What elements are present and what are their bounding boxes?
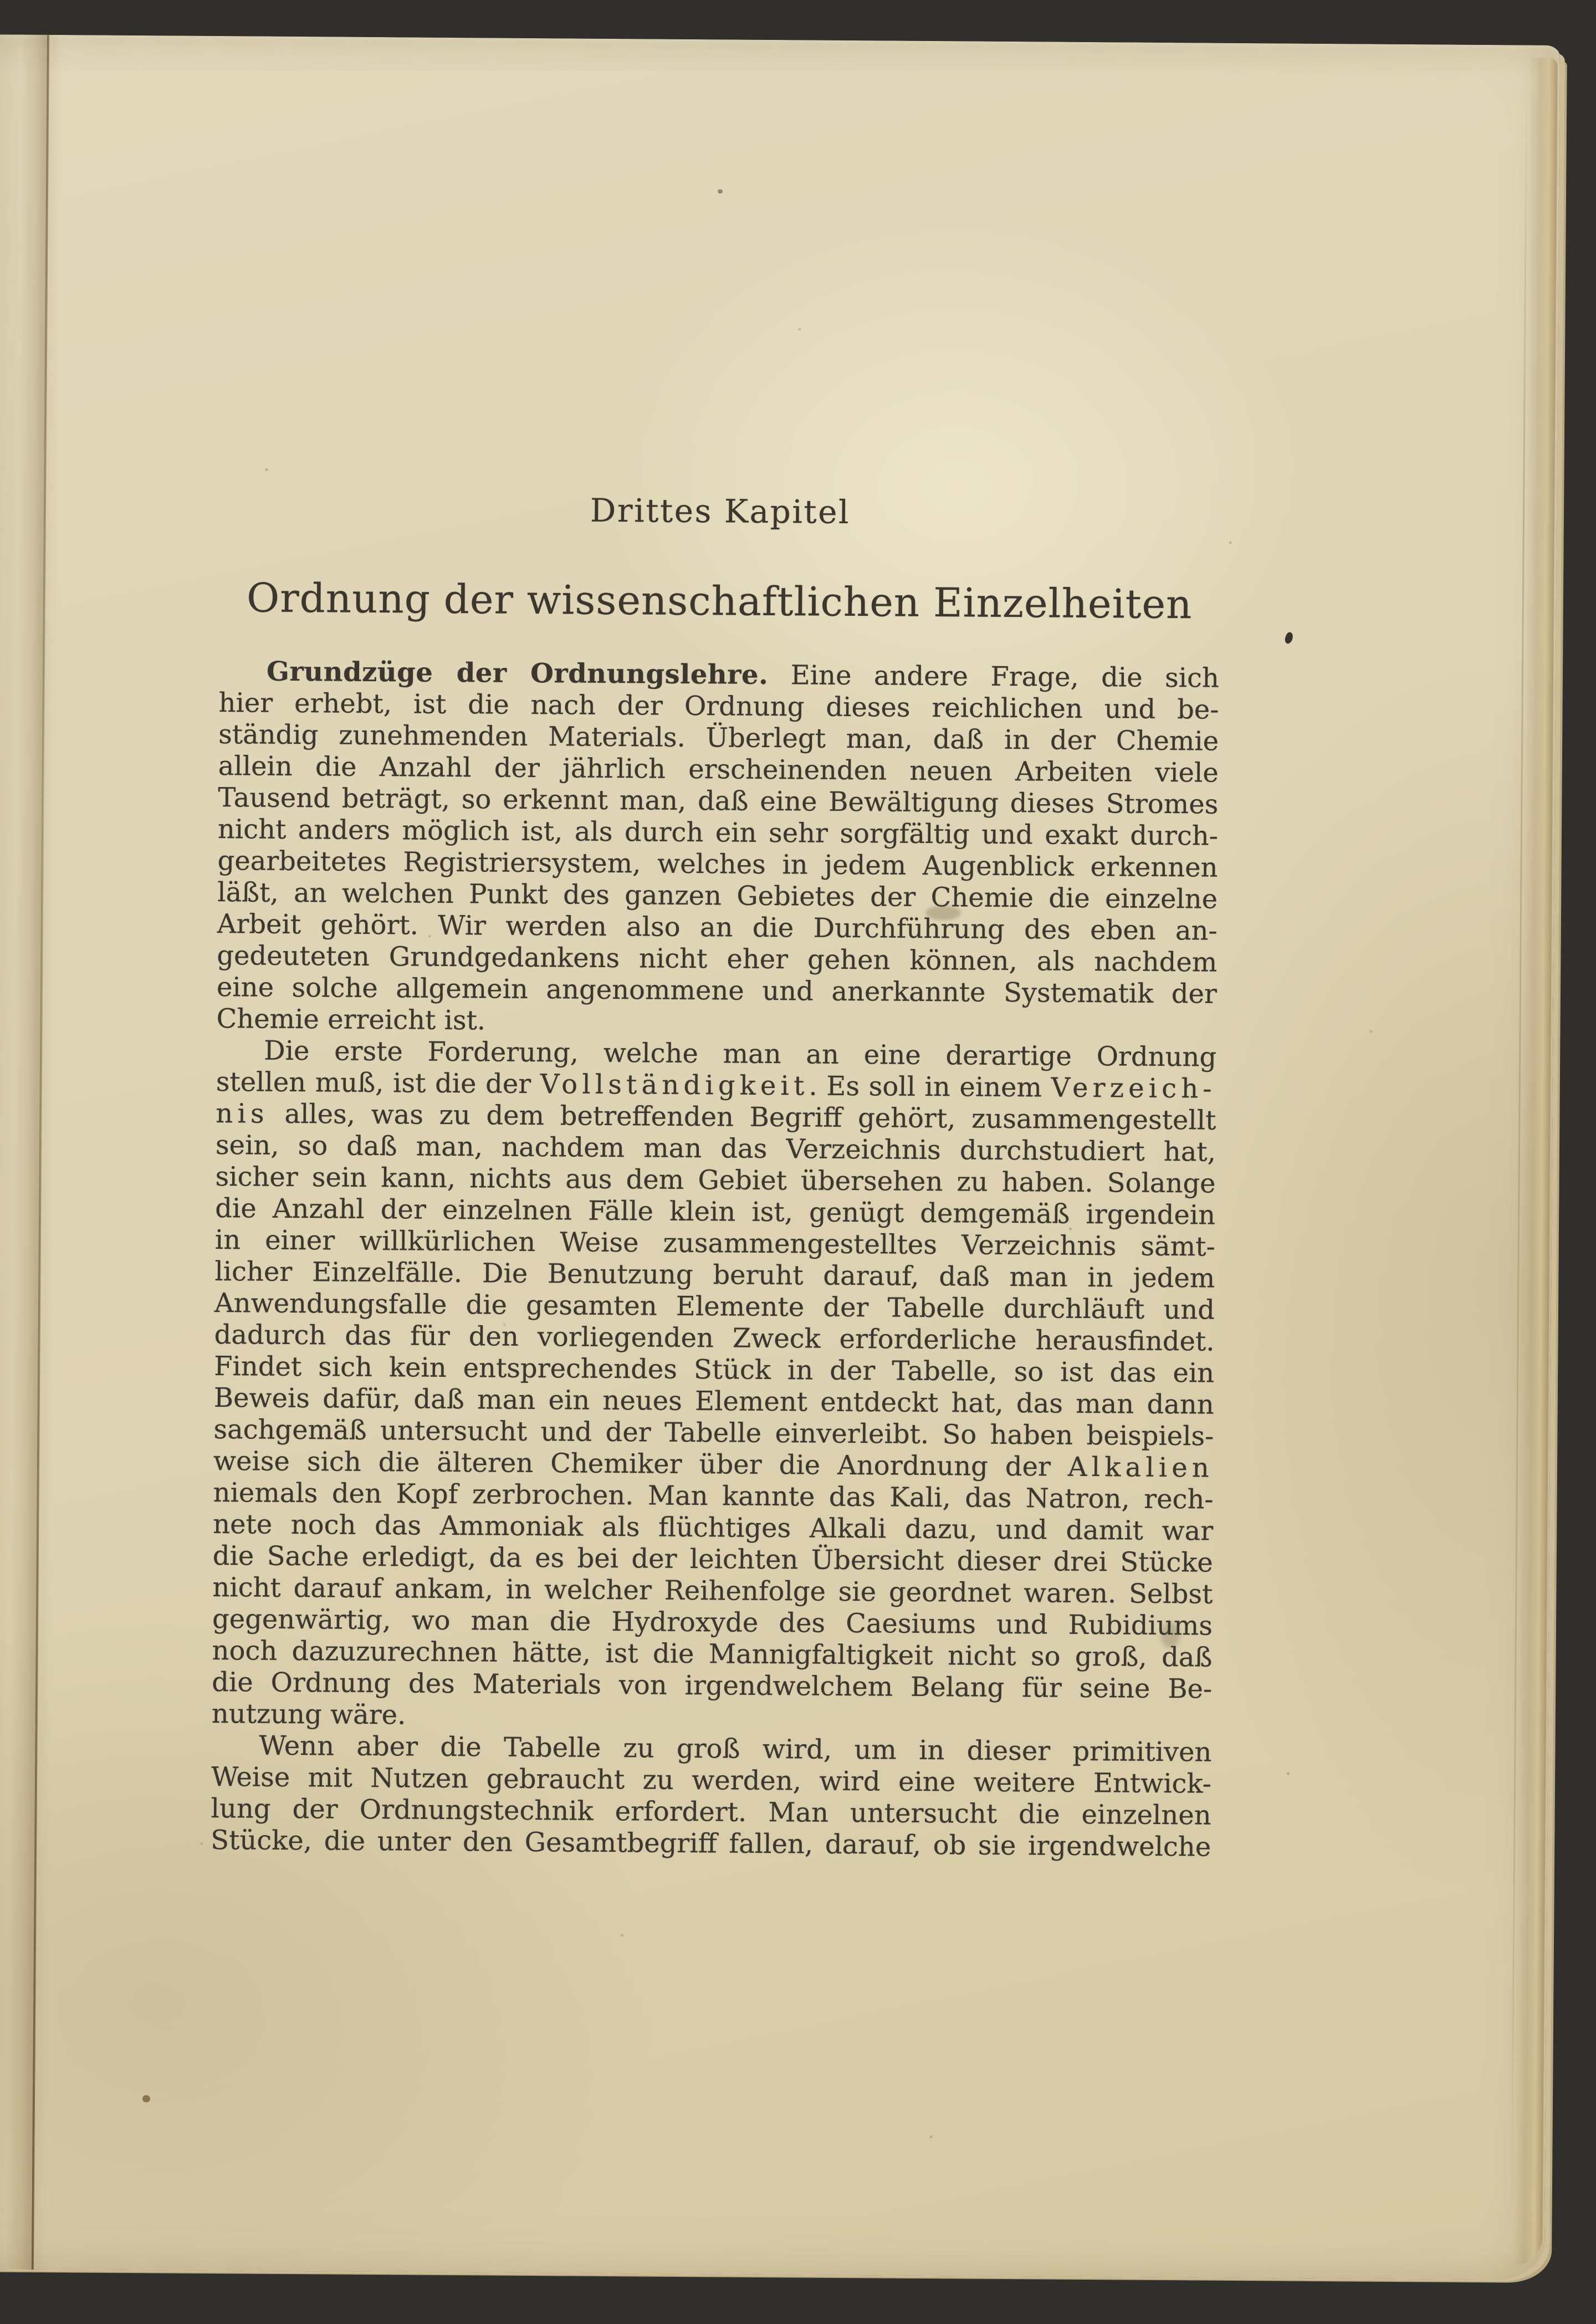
text-line: Anwendungsfalle die gesamten Elemente der Tabelle durchläuft und — [214, 1287, 1215, 1326]
text-line: Grundzüge der Ordnungslehre. Eine andere Frage, die sich — [266, 656, 1220, 694]
text-line: sachgemäß untersucht und der Tabelle einverleibt. So haben beispiels- — [213, 1413, 1214, 1452]
text-line: stellen muß, ist die der Vollständigkeit. Es soll in einem Verzeich- — [216, 1066, 1216, 1105]
bold-lead: Grundzüge der Ordnungslehre. — [266, 656, 769, 691]
page-stack-edge — [1513, 58, 1558, 2266]
text-line: gedeuteten Grundgedankens nicht eher gehen können, als nachdem — [217, 939, 1218, 978]
ink-speck — [1283, 631, 1294, 645]
text-line: die Ordnung des Materials von irgendwelchem Belang für seine Be- — [212, 1666, 1213, 1705]
text-line: licher Einzelfälle. Die Benutzung beruht darauf, daß man in jedem — [214, 1255, 1215, 1294]
text-line: Tausend beträgt, so erkennt man, daß eine Bewältigung dieses Stromes — [218, 782, 1219, 820]
text-line: die Sache erledigt, da es bei der leichten Übersicht dieser drei Stücke — [212, 1540, 1214, 1579]
text-line: in einer willkürlichen Weise zusammengestelltes Verzeichnis sämt- — [214, 1224, 1215, 1263]
text-line: noch dazuzurechnen hätte, ist die Mannigfaltigkeit nicht so groß, daß — [212, 1635, 1213, 1673]
text-line: hier erhebt, ist die nach der Ordnung dieses reichlichen und be- — [218, 687, 1219, 726]
text-line: nis alles, was zu dem betreffenden Begriff gehört, zusammengestellt — [216, 1097, 1216, 1136]
text-line: nicht darauf ankam, in welcher Reihenfolge sie geordnet waren. Selbst — [212, 1571, 1213, 1610]
text-line: gegenwärtig, wo man die Hydroxyde des Caesiums und Rubidiums — [212, 1603, 1213, 1642]
text-line: nicht anders möglich ist, als durch ein sehr sorgfältig und exakt durch- — [217, 813, 1219, 852]
text-line: Wenn aber die Tabelle zu groß wird, um in dieser primitiven — [259, 1730, 1212, 1768]
text-line: Stücke, die unter den Gesamtbegriff fallen, darauf, ob sie irgendwelche — [211, 1824, 1211, 1863]
text-line: nutzung wäre. — [211, 1698, 406, 1731]
body-text — [211, 656, 1219, 1863]
text-line: gearbeitetes Registriersystem, welches in jedem Augenblick erkennen — [217, 845, 1218, 883]
text-line: Findet sich kein entsprechendes Stück in der Tabelle, so ist das ein — [214, 1350, 1215, 1389]
ink-speck — [718, 189, 723, 193]
ink-speck — [142, 2095, 150, 2102]
chapter-heading: Drittes Kapitel — [590, 491, 851, 531]
text-line: sicher sein kann, nichts aus dem Gebiet übersehen zu haben. Solange — [215, 1161, 1216, 1199]
text-line: sein, so daß man, nachdem man das Verzeichnis durchstudiert hat, — [215, 1129, 1216, 1168]
text-block — [211, 492, 1220, 1863]
text-line: lung der Ordnungstechnik erfordert. Man untersucht die einzelnen — [211, 1792, 1211, 1831]
text-line: niemals den Kopf zerbrochen. Man kannte das Kali, das Natron, rech- — [213, 1477, 1214, 1515]
text-line: dadurch das für den vorliegenden Zweck erforderliche herausfindet. — [214, 1319, 1215, 1357]
text-line: Arbeit gehört. Wir werden also an die Durchführung des eben an- — [217, 908, 1218, 947]
book-page — [0, 34, 1560, 2280]
text-line: Die erste Forderung, welche man an eine derartige Ordnung — [264, 1035, 1217, 1073]
text-line: allein die Anzahl der jährlich erscheinenden neuen Arbeiten viele — [218, 750, 1219, 789]
text-line: eine solche allgemein angenommene und anerkannte Systematik der — [216, 971, 1218, 1010]
page-title: Ordnung der wissenschaftlichen Einzelheiten — [246, 574, 1193, 628]
text-line: Chemie erreicht ist. — [216, 1003, 486, 1036]
letterspaced-word: nis — [216, 1097, 269, 1130]
text-line: die Anzahl der einzelnen Fälle klein ist, genügt demgemäß irgendein — [215, 1192, 1216, 1231]
text-line: ständig zunehmenden Materials. Überlegt man, daß in der Chemie — [218, 718, 1219, 757]
text-line: nete noch das Ammoniak als flüchtiges Alkali dazu, und damit war — [213, 1508, 1214, 1547]
text-line: Weise mit Nutzen gebraucht zu werden, wird eine weitere Entwick- — [211, 1761, 1212, 1800]
text-line: weise sich die älteren Chemiker über die Anordnung der Alkalien — [213, 1445, 1214, 1484]
letterspaced-word: Verzeich- — [1051, 1072, 1216, 1105]
text-line: Beweis dafür, daß man ein neues Element entdeckt hat, das man dann — [213, 1382, 1214, 1421]
letterspaced-word: Vollständigkeit — [540, 1068, 809, 1102]
text-line: läßt, an welchen Punkt des ganzen Gebietes der Chemie die einzelne — [217, 876, 1218, 915]
letterspaced-word: Alkalien — [1067, 1451, 1214, 1484]
